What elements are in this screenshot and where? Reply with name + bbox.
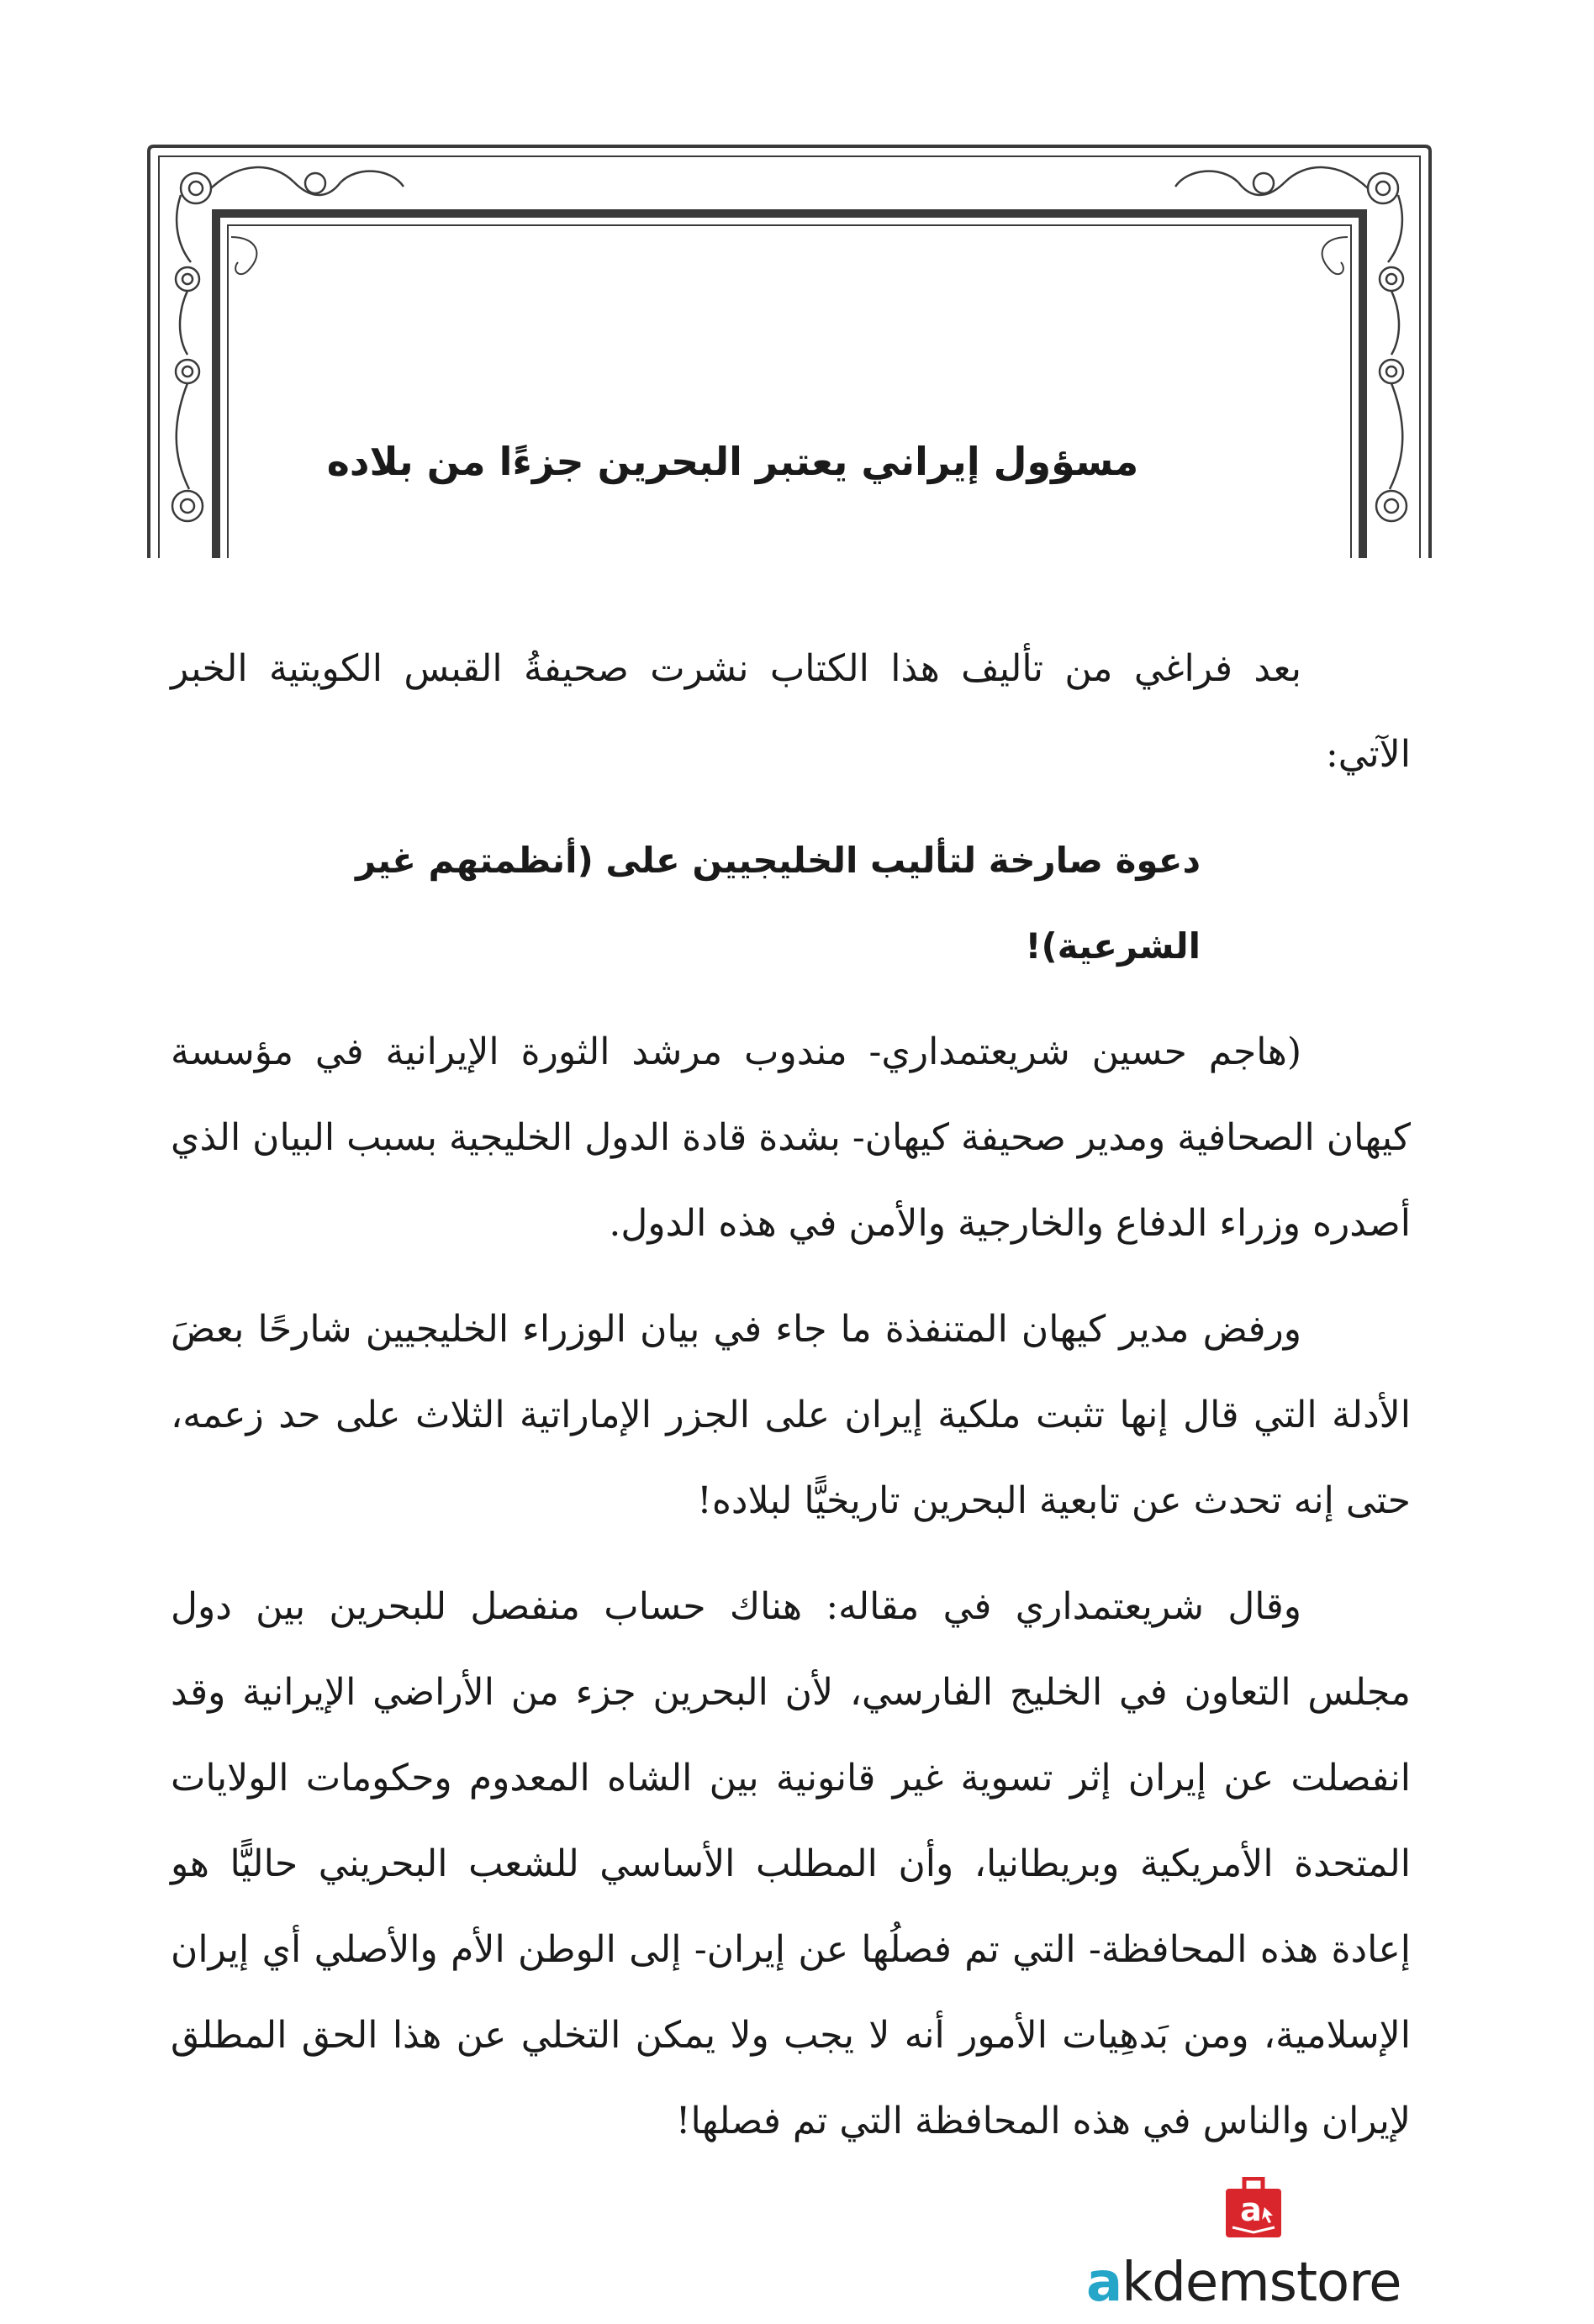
page-title: مسؤول إيراني يعتبر البحرين جزءًا من بلاده — [326, 439, 1139, 484]
akdemstore-logo — [1086, 2177, 1439, 2314]
body-paragraph: ورفض مدير كيهان المتنفذة ما جاء في بيان الوزراء الخليجيين شارحًا بعضَ الأدلة التي قال إنها تثبت ملكية إيران على الجزر الإماراتية الثلاث على حد زعمه، حتى إنه تحدث عن تابعية البحرين تاريخيًّا لبلاده! — [171, 1308, 1411, 1522]
intro-paragraph: بعد فراغي من تأليف هذا الكتاب نشرت صحيفةُ القبس الكويتية الخبر الآتي: — [171, 647, 1411, 776]
brand-accent: a — [1086, 2252, 1122, 2314]
news-headline: دعوة صارخة لتأليب الخليجيين على (أنظمتهم غير الشرعية)! — [355, 840, 1201, 967]
book-icon — [1221, 2177, 1286, 2242]
ornamental-frame — [147, 145, 1432, 558]
body-paragraph: (هاجم حسين شريعتمداري- مندوب مرشد الثورة الإيرانية في مؤسسة كيهان الصحافية ومدير صحيفة كيهان- بشدة قادة الدول الخليجية بسبب البيان الذي أصدره وزراء الدفاع والخارجية والأمن في هذه الدول. — [171, 1030, 1411, 1245]
article-body — [171, 626, 1411, 2164]
body-paragraph: وقال شريعتمداري في مقاله: هناك حساب منفصل للبحرين بين دول مجلس التعاون في الخليج الفارسي، لأن البحرين جزء من الأراضي الإيرانية وقد انفصلت عن إيران إثر تسوية غير قانونية بين الشاه المعدوم وحكومات الولايات المتحدة الأمريكية وبريطانيا، وأن المطلب الأساسي للشعب البحريني حاليًّا هو إعادة هذه المحافظة- التي تم فصلُها عن إيران- إلى الوطن الأم والأصلي أي إيران الإسلامية، ومن بَدهِيات الأمور أنه لا يجب ولا يمكن التخلي عن هذا الحق المطلق لإيران والناس في هذه المحافظة التي تم فصلها! — [171, 1585, 1411, 2142]
brand-rest: kdemstore — [1122, 2252, 1401, 2314]
brand-name — [1086, 2252, 1439, 2314]
logo-icon-letter: a — [1240, 2191, 1262, 2228]
